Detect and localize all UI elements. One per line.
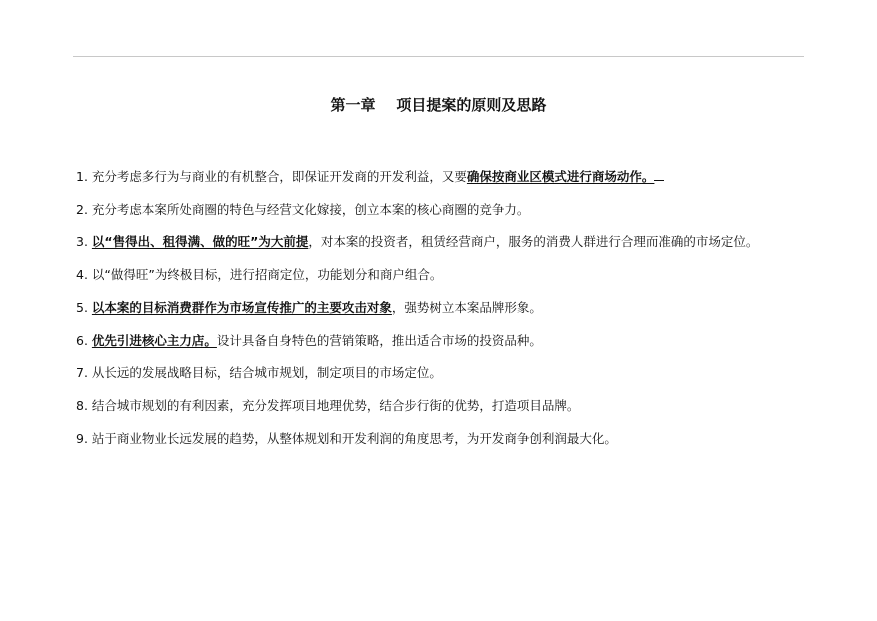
list-item-4 bbox=[76, 259, 806, 292]
item-text: 7. 从长远的发展战略目标，结合城市规划，制定项目的市场定位。 bbox=[76, 365, 442, 381]
list-item-3 bbox=[76, 226, 806, 259]
list-item-8 bbox=[76, 390, 806, 423]
header-divider bbox=[73, 56, 804, 57]
item-emphasis: 优先引进核心主力店。 bbox=[91, 332, 217, 348]
chapter-title: 第一章 项目提案的原则及思路 bbox=[330, 96, 547, 114]
principles-list bbox=[76, 161, 806, 455]
list-item-6 bbox=[76, 325, 806, 358]
list-item-2 bbox=[76, 194, 806, 227]
item-text: 8. 结合城市规划的有利因素，充分发挥项目地理优势，结合步行街的优势，打造项目品牌。 bbox=[76, 397, 580, 413]
list-item-5 bbox=[76, 292, 806, 325]
item-emphasis: 确保按商业区模式进行商场动作。 bbox=[466, 169, 655, 184]
item-text: 5. bbox=[76, 299, 92, 315]
item-text: 6. bbox=[76, 332, 92, 348]
underline-extension bbox=[654, 168, 664, 181]
item-emphasis: 以本案的目标消费群作为市场宣传推广的主要攻击对象 bbox=[91, 299, 392, 315]
item-text: 9. 站于商业物业长远发展的趋势，从整体规划和开发利润的角度思考，为开发商争创利润最大化。 bbox=[76, 430, 617, 446]
item-text: 4. 以“做得旺”为终极目标，进行招商定位，功能划分和商户组合。 bbox=[76, 267, 443, 283]
item-text: 3. bbox=[76, 234, 92, 250]
item-text-rest: 设计具备自身特色的营销策略，推出适合市场的投资品种。 bbox=[216, 332, 542, 348]
list-item-7 bbox=[76, 357, 806, 390]
item-text-rest: ，强势树立本案品牌形象。 bbox=[391, 299, 542, 315]
item-emphasis: 以“售得出、租得满、做的旺”为大前提 bbox=[91, 234, 309, 250]
item-text: 1. 充分考虑多行为与商业的有机整合，即保证开发商的开发利益，又要 bbox=[76, 169, 467, 184]
item-text: 2. 充分考虑本案所处商圈的特色与经营文化嫁接，创立本案的核心商圈的竞争力。 bbox=[76, 201, 530, 217]
list-item-9 bbox=[76, 423, 806, 456]
item-text-rest: ，对本案的投资者，租赁经营商户，服务的消费人群进行合理而准确的市场定位。 bbox=[308, 234, 759, 250]
list-item-1 bbox=[76, 161, 806, 194]
